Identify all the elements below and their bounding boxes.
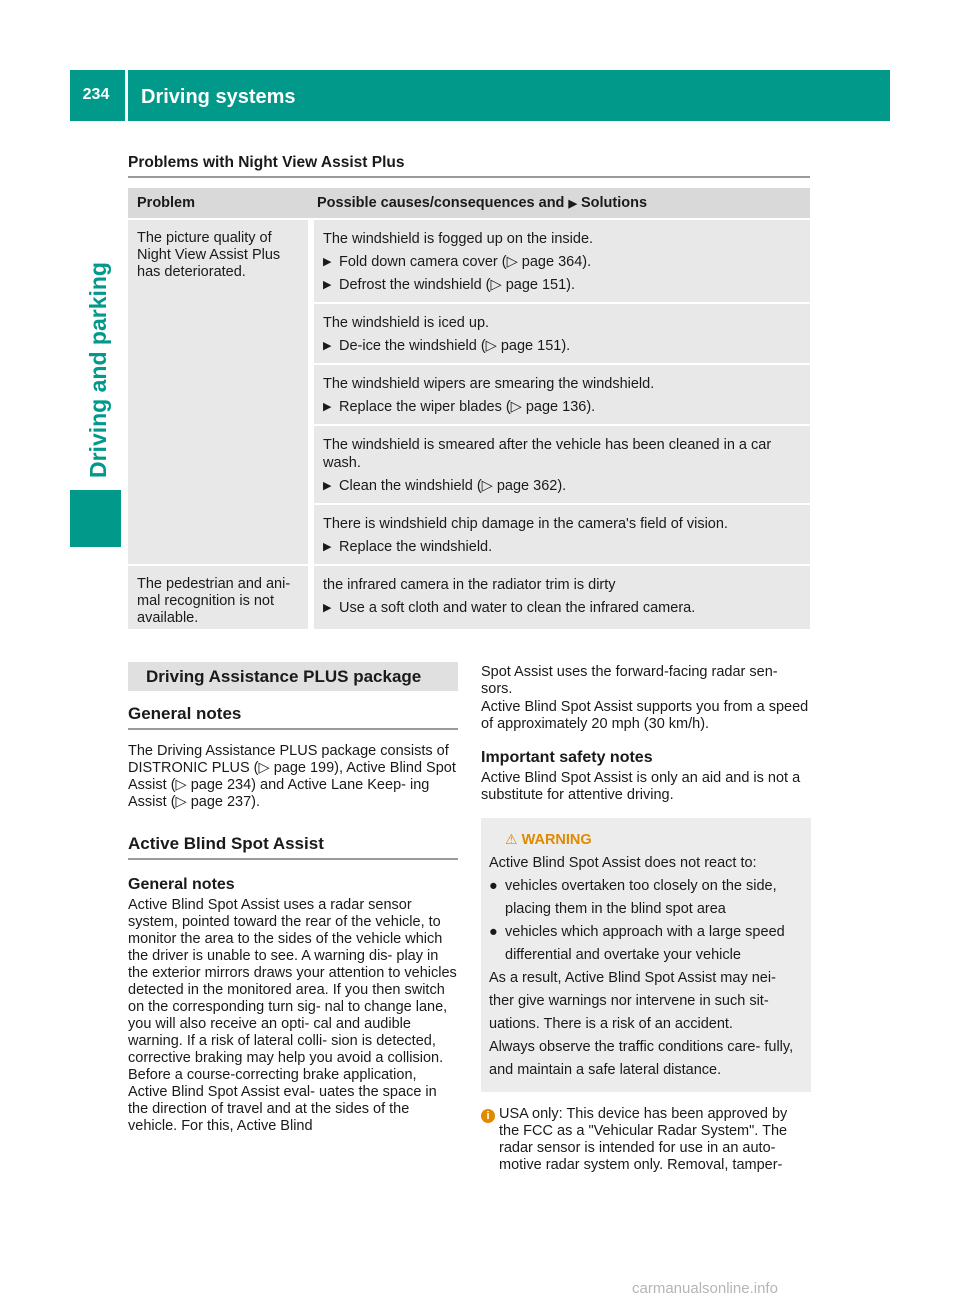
solution-text: Clean the windshield (▷ page 362). [339, 478, 567, 494]
side-tab-label: Driving and parking [85, 262, 111, 478]
table-header-row [128, 188, 810, 218]
warning-label: WARNING [521, 832, 592, 848]
side-tab-marker [70, 490, 121, 547]
problem-cell: The picture quality of Night View Assist Plus has deteriorated. [128, 220, 308, 564]
cause-text: The windshield is smeared after the vehicle has been cleaned in a car wash. [323, 437, 772, 471]
cause-text: The windshield wipers are smearing the windshield. [323, 376, 655, 392]
right-column [481, 664, 811, 1174]
info-text: USA only: This device has been approved by the FCC as a "Vehicular Radar System". The radar sensor is intended for use in an auto- motive radar system only. Removal, tamper- [499, 1106, 788, 1173]
arrow-right-icon: ▶ [568, 198, 577, 210]
arrow-right-icon: ▶ [323, 480, 332, 492]
page-number: 234 [82, 86, 110, 103]
band-title: Driving Assistance PLUS package [128, 662, 458, 691]
problems-table [128, 188, 810, 631]
solution-item [323, 599, 802, 617]
cause-text: There is windshield chip damage in the camera's field of vision. [323, 516, 728, 532]
header-solutions [308, 188, 810, 218]
safety-title: Important safety notes [481, 749, 653, 766]
solution-item [323, 538, 802, 556]
left-column [128, 662, 458, 1135]
bullet-icon: ● [489, 878, 498, 894]
section-rule [128, 858, 458, 860]
solution-item [323, 337, 802, 355]
cause-text: the infrared camera in the radiator trim is dirty [323, 577, 616, 593]
section-title: Driving systems [141, 86, 296, 108]
arrow-right-icon: ▶ [323, 256, 332, 268]
cause-text: The windshield is iced up. [323, 315, 490, 331]
warning-intro: Active Blind Spot Assist does not react to: [489, 855, 757, 871]
warning-bullet-text: vehicles which approach with a large speed differential and overtake your vehicle [505, 924, 785, 963]
absa-general-title: General notes [128, 876, 235, 893]
cause-cell [314, 566, 810, 629]
solution-item [323, 398, 802, 416]
table-title-rule [128, 176, 810, 178]
solution-item [323, 253, 802, 271]
section-rule [128, 728, 458, 730]
arrow-right-icon: ▶ [323, 279, 332, 291]
solution-text: Replace the windshield. [339, 539, 493, 555]
watermark: carmanualsonline.info [632, 1280, 778, 1297]
cause-cell [314, 505, 810, 564]
solution-text: Defrost the windshield (▷ page 151). [339, 277, 576, 293]
solution-text: Replace the wiper blades (▷ page 136). [339, 399, 596, 415]
cause-cell [314, 426, 810, 503]
arrow-right-icon: ▶ [323, 340, 332, 352]
warning-bullet [489, 921, 803, 967]
header-solutions-suffix: Solutions [580, 195, 648, 211]
bullet-icon: ● [489, 924, 498, 940]
solution-text: De-ice the windshield (▷ page 151). [339, 338, 571, 354]
radar-paragraph: Spot Assist uses the forward-facing radar sen- sors. [481, 664, 778, 697]
solution-item [323, 477, 802, 495]
arrow-right-icon: ▶ [323, 541, 332, 553]
speed-paragraph: Active Blind Spot Assist supports you from a speed of approximately 20 mph (30 km/h). [481, 699, 809, 732]
table-title: Problems with Night View Assist Plus [128, 154, 405, 171]
problem-cell: The pedestrian and ani- mal recognition is not available. [128, 566, 308, 629]
warning-paragraph: Always observe the traffic conditions care- fully, and maintain a safe lateral distance. [489, 1039, 794, 1078]
arrow-right-icon: ▶ [323, 602, 332, 614]
solution-text: Use a soft cloth and water to clean the infrared camera. [339, 600, 696, 616]
cause-cell [314, 304, 810, 363]
safety-text: Active Blind Spot Assist is only an aid and is not a substitute for attentive driving. [481, 770, 801, 803]
header-solutions-prefix: Possible causes/consequences and [317, 195, 565, 211]
solution-item [323, 276, 802, 294]
arrow-right-icon: ▶ [323, 401, 332, 413]
header-divider [125, 70, 128, 121]
warning-box [481, 818, 811, 1092]
table-row [128, 220, 810, 564]
cause-text: The windshield is fogged up on the inside. [323, 231, 594, 247]
warning-bullet-text: vehicles overtaken too closely on the side, placing them in the blind spot area [505, 878, 777, 917]
absa-general-text: Active Blind Spot Assist uses a radar sensor system, pointed toward the rear of the vehicle, to monitor the area to the sides of the vehicle which the driver is unable to see. A warning dis- play in the exterior mirrors draws your attention to vehicles detected in the monitored area. If you then switch on the corresponding turn sig- nal to change lane, you will also receive an opti- cal and audible warning. If a risk of lateral colli- sion is detected, corrective braking may help you avoid a collision. Before a course-correcting brake application, Active Blind Spot Assist eval- uates the space in the direction of travel and at the sides of the vehicle. For this, Active Blind [128, 897, 457, 1134]
absa-title: Active Blind Spot Assist [128, 834, 324, 853]
warning-bullet [489, 875, 803, 921]
info-icon: i [481, 1109, 495, 1123]
general-notes-text: The Driving Assistance PLUS package consists of DISTRONIC PLUS (▷ page 199), Active Blind Spot Assist (▷ page 234) and Active Lane Keep- ing Assist (▷ page 237). [128, 743, 456, 810]
table-row [128, 566, 810, 629]
cause-cell [314, 220, 810, 302]
warning-paragraph: As a result, Active Blind Spot Assist may nei- ther give warnings nor intervene in such sit- uations. There is a risk of an accident. [489, 970, 776, 1032]
warning-triangle-icon: ⚠ [505, 831, 518, 847]
header-problem: Problem [137, 195, 196, 211]
solution-text: Fold down camera cover (▷ page 364). [339, 254, 592, 270]
info-note [481, 1106, 811, 1174]
cause-cell [314, 365, 810, 424]
general-notes-title: General notes [128, 704, 242, 723]
